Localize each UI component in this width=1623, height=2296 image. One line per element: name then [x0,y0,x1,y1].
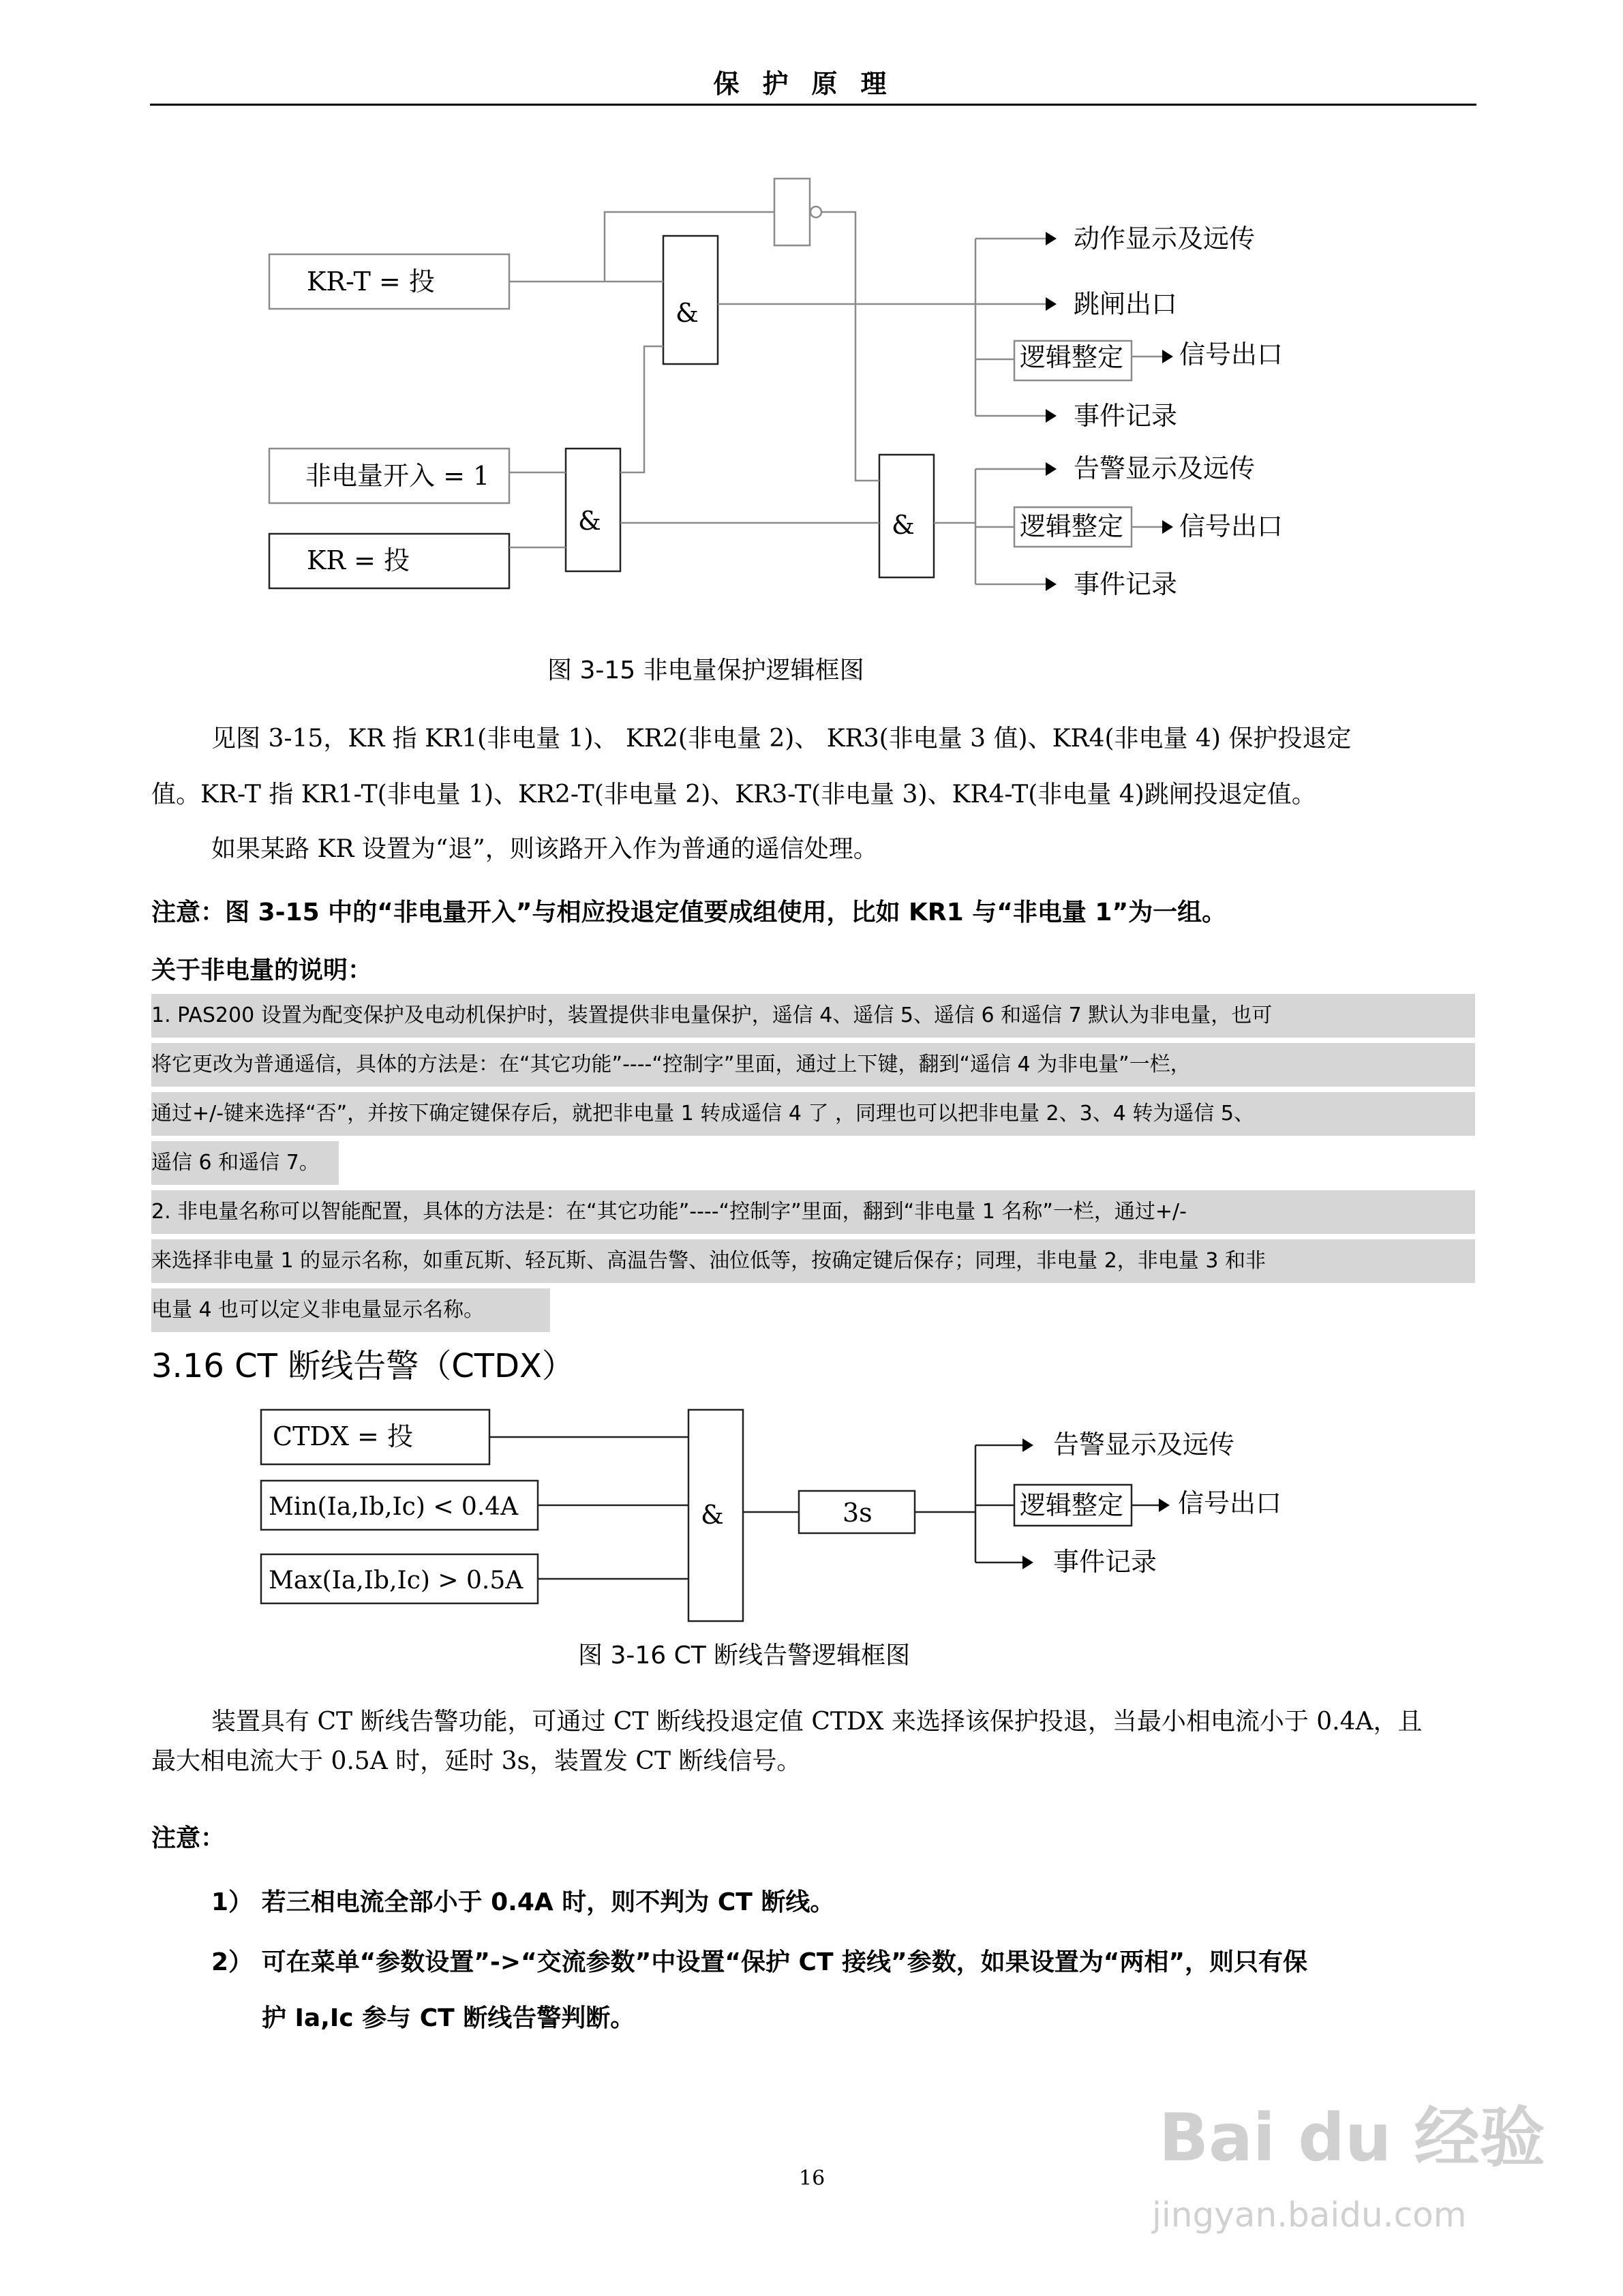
out-signal: 信号出口 [1179,339,1284,369]
delay-label: 3s [843,1498,873,1528]
gate-label: & [701,1500,724,1530]
note-item-2-line-1: 2） 可在菜单“参数设置”->“交流参数”中设置“保护 CT 接线”参数，如果设置为“两相”，则只有保 [211,1948,1308,1976]
out-event: 事件记录 [1074,569,1178,599]
about-nonelec-heading: 关于非电量的说明： [151,956,373,984]
not-gate-bubble [810,207,821,217]
explain-line: 通过+/-键来选择“否”，并按下确定键保存后，就把非电量 1 转成遥信 4 了 ，同理也可以把非电量 2、3、4 转为遥信 5、 [151,1092,1475,1136]
explain-line: 1. PAS200 设置为配变保护及电动机保护时，装置提供非电量保护，遥信 4、遥信 5、遥信 6 和遥信 7 默认为非电量，也可 [151,994,1475,1038]
gate-label: & [676,298,699,328]
arrow-icon [1162,350,1173,363]
paragraph-kr-off: 如果某路 KR 设置为“退”，则该路开入作为普通的遥信处理。 [211,835,878,863]
explain-line: 遥信 6 和遥信 7。 [151,1141,339,1185]
section-heading-ctdx: 3.16 CT 断线告警（CTDX） [151,1347,575,1385]
note-item-2-line-2: 护 Ia,Ic 参与 CT 断线告警判断。 [262,2004,635,2032]
paragraph-ctdx-2: 最大相电流大于 0.5A 时，延时 3s，装置发 CT 断线信号。 [151,1747,802,1775]
paragraph-ctdx-1: 装置具有 CT 断线告警功能，可通过 CT 断线投退定值 CTDX 来选择该保护投退，当最小相电流小于 0.4A，且 [211,1708,1423,1736]
wire-trip-to-not [605,212,774,282]
arrow-icon [1159,1498,1170,1512]
label-kr-t: KR-T = 投 [307,267,435,297]
nonelec-explanation [151,994,1475,1338]
arrow-icon [1046,232,1057,245]
explain-line: 来选择非电量 1 的显示名称，如重瓦斯、轻瓦斯、高温告警、油位低等，按确定键后保存；同理，非电量 2，非电量 3 和非 [151,1239,1475,1283]
label-nonelec-in: 非电量开入 = 1 [305,461,490,491]
label-min: Min(Ia,Ib,Ic) < 0.4A [269,1493,519,1521]
wire-not-to-alarm [821,212,879,481]
arrow-icon [1022,1438,1033,1452]
explain-line: 电量 4 也可以定义非电量显示名称。 [151,1288,550,1332]
paragraph-kr-def-2: 值。KR-T 指 KR1-T(非电量 1)、KR2-T(非电量 2)、KR3-T(非电量 3)、KR4-T(非电量 4)跳闸投退定值。 [151,781,1316,809]
out-signal: 信号出口 [1178,1488,1282,1518]
out-trip-display: 动作显示及远传 [1074,224,1256,254]
logic-label: 逻辑整定 [1020,511,1124,541]
watermark-logo: Bai du 经验 [1159,2100,1545,2176]
arrow-icon [1046,297,1057,311]
gate-label: & [892,510,915,540]
page-number: 16 [799,2166,825,2190]
out-event: 事件记录 [1053,1547,1157,1577]
note-grouping: 注意：图 3-15 中的“非电量开入”与相应投退定值要成组使用，比如 KR1 与“非电量 1”为一组。 [151,898,1227,926]
note-item-1: 1） 若三相电流全部小于 0.4A 时，则不判为 CT 断线。 [211,1888,835,1916]
watermark-url: jingyan.baidu.com [1152,2195,1467,2235]
not-gate [774,179,810,245]
label-kr: KR = 投 [307,545,410,575]
arrow-icon [1046,409,1057,423]
gate-label: & [578,506,601,536]
out-trip: 跳闸出口 [1074,289,1178,319]
out-signal: 信号出口 [1179,511,1284,541]
figure-3-16-diagram [0,1391,1623,1622]
explain-line: 2. 非电量名称可以智能配置，具体的方法是：在“其它功能”----“控制字”里面，翻到“非电量 1 名称”一栏，通过+/- [151,1190,1475,1234]
logic-label: 逻辑整定 [1020,342,1124,372]
out-alarm-display: 告警显示及远传 [1074,453,1256,483]
label-max: Max(Ia,Ib,Ic) > 0.5A [269,1567,524,1595]
explain-line: 将它更改为普通遥信，具体的方法是：在“其它功能”----“控制字”里面，通过上下键，翻到“遥信 4 为非电量”一栏， [151,1043,1475,1087]
arrow-icon [1046,577,1057,591]
figure-3-15-caption: 图 3-15 非电量保护逻辑框图 [547,656,864,684]
page-header-title: 保护原理 [713,69,910,99]
arrow-icon [1162,520,1173,534]
figure-3-15-diagram [0,0,1623,654]
figure-3-16-caption: 图 3-16 CT 断线告警逻辑框图 [578,1642,911,1670]
wire-input-to-trip [620,346,663,472]
logic-label: 逻辑整定 [1020,1490,1124,1520]
note-label: 注意： [151,1824,226,1852]
out-event: 事件记录 [1074,401,1178,431]
paragraph-kr-def-1: 见图 3-15，KR 指 KR1(非电量 1)、 KR2(非电量 2)、 KR3(非电量 3 值)、KR4(非电量 4) 保护投退定 [211,725,1352,753]
arrow-icon [1022,1556,1033,1569]
out-ctdx-display: 告警显示及远传 [1053,1430,1235,1460]
label-ctdx: CTDX = 投 [273,1421,413,1451]
arrow-icon [1046,462,1057,476]
